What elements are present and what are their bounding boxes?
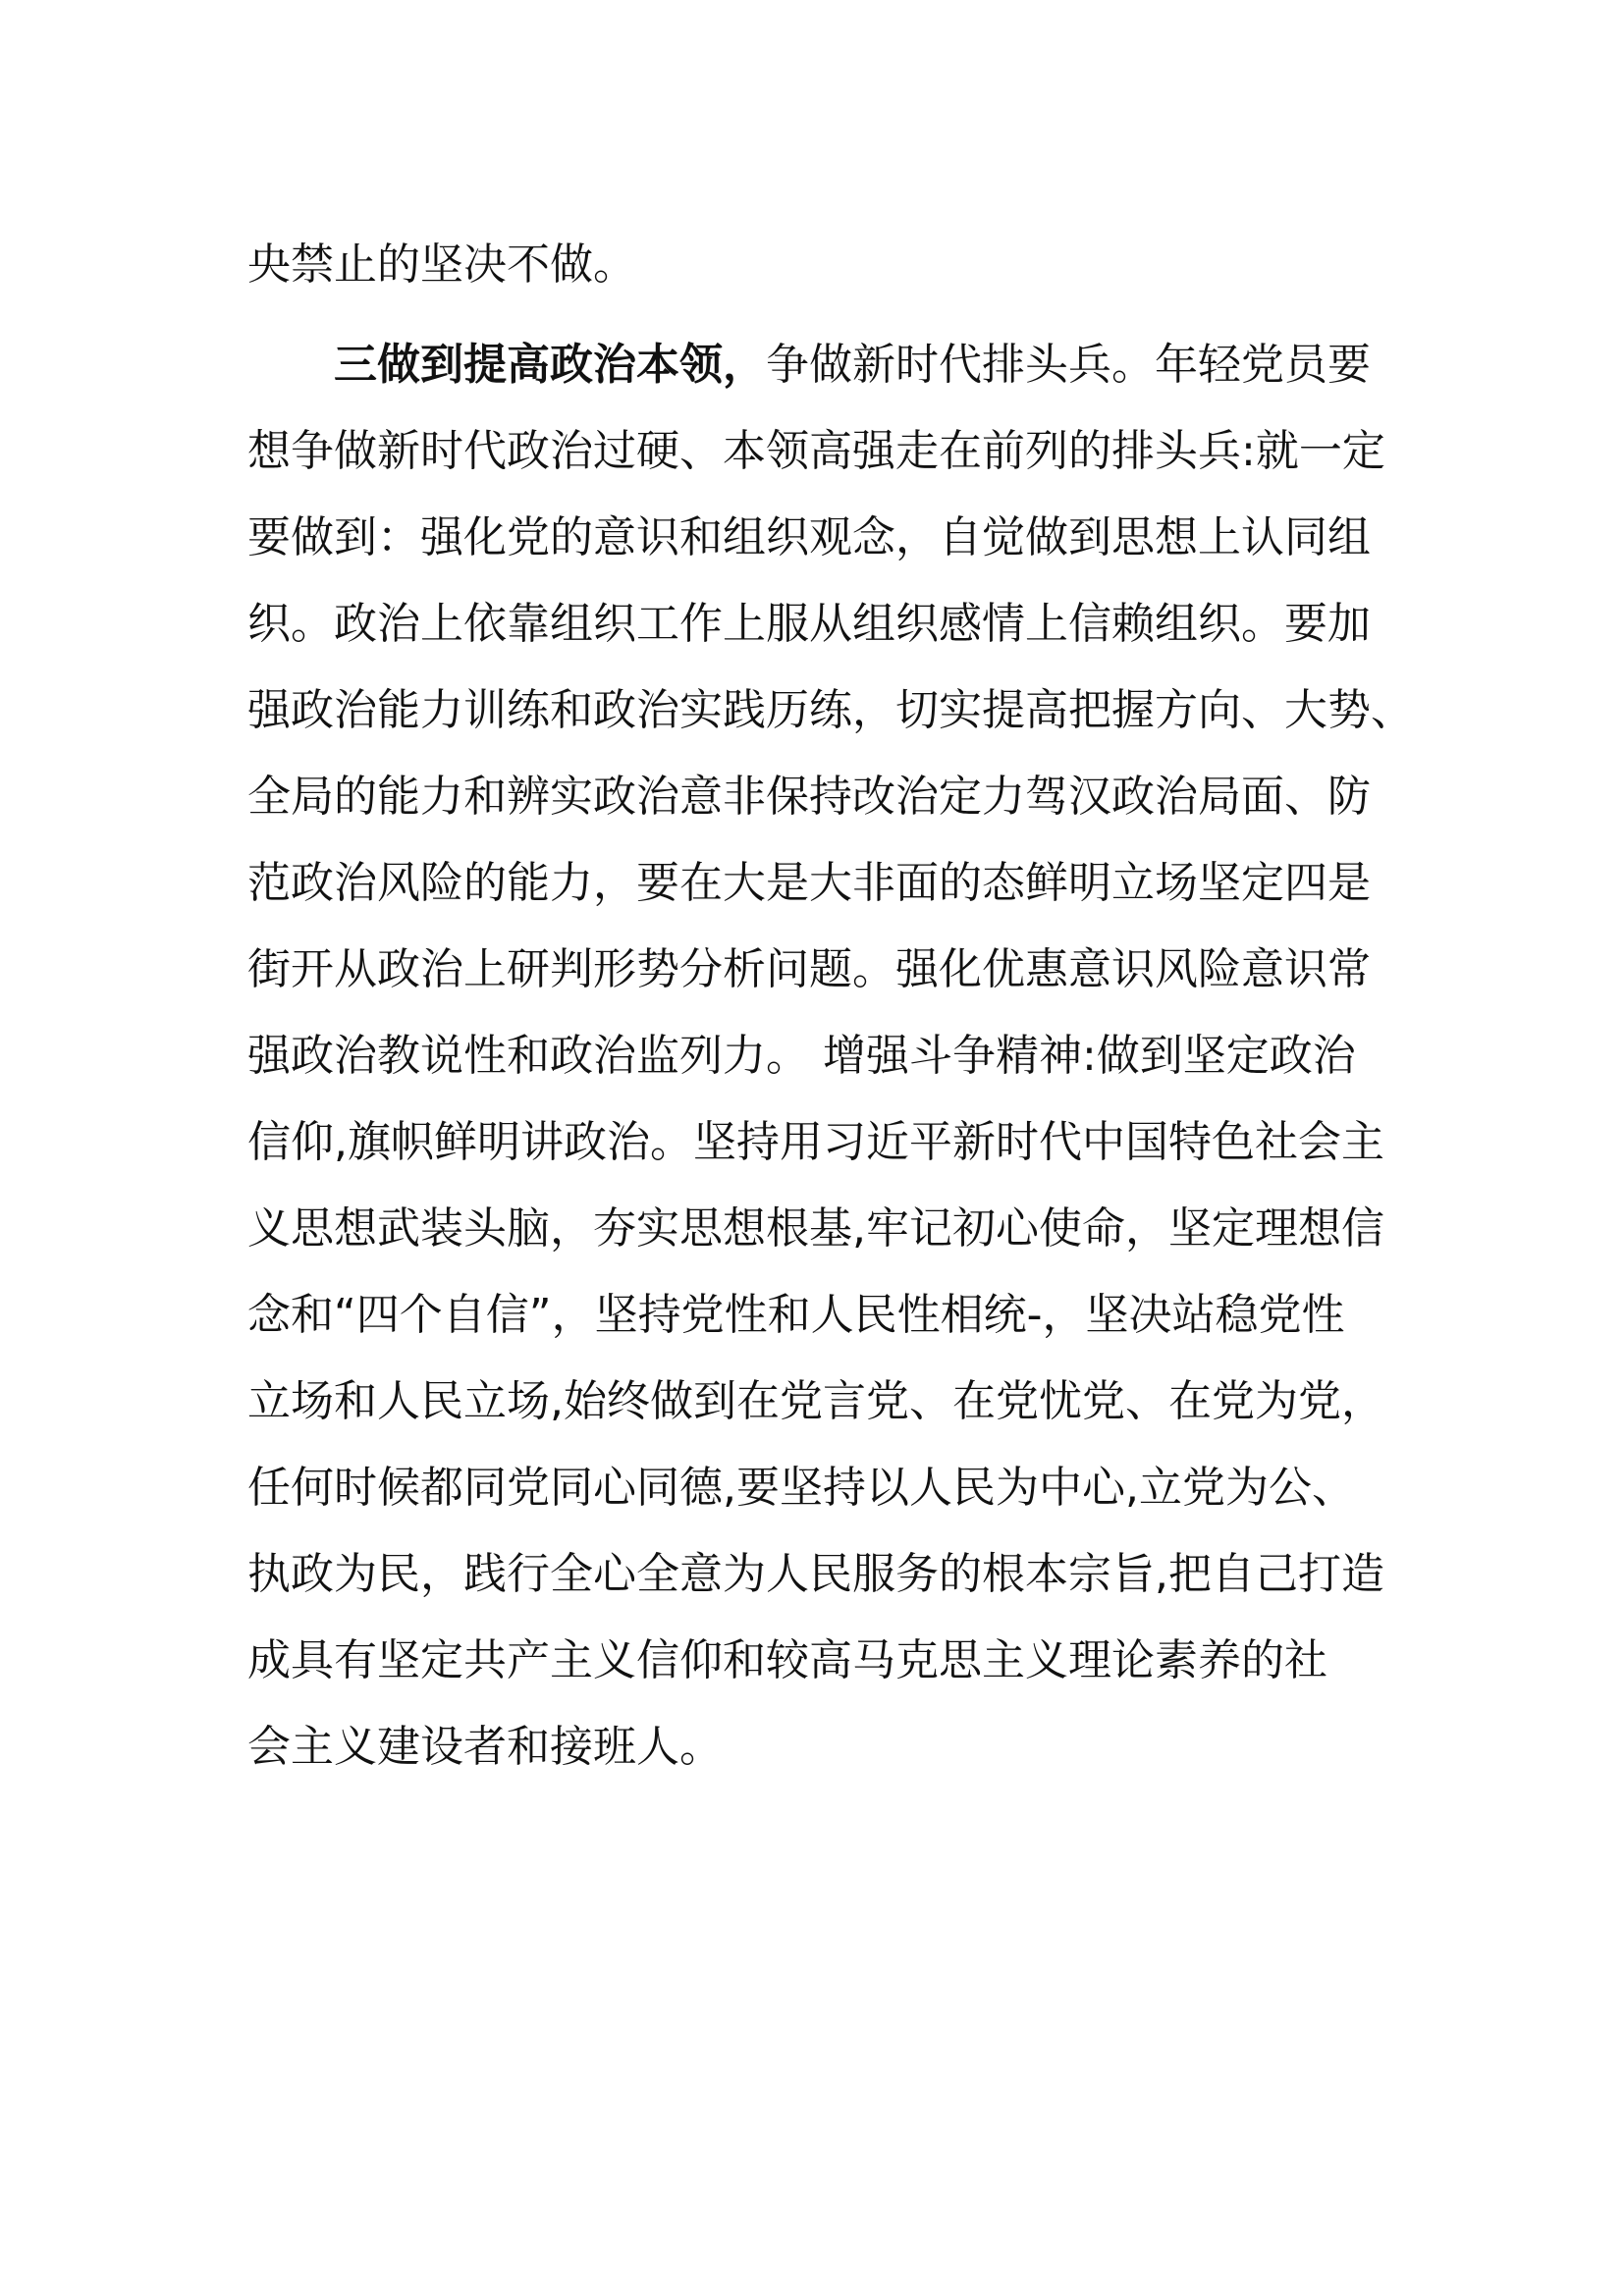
paragraph-line: 任何时候都同党同心同德,要坚持以人民为中心,立党为公、 (247, 1463, 1355, 1513)
paragraph-line: 信仰,旗帜鲜明讲政治。坚持用习近平新时代中国特色社会主 (247, 1117, 1384, 1167)
paragraph-first-line-text: 争做新时代排头兵。年轻党员要 (766, 340, 1371, 390)
paragraph-first-line (247, 322, 1386, 408)
paragraph-heading: 三做到提高政治本领， (334, 340, 766, 390)
paragraph-line: 想争做新时代政治过硬、本领高强走在前列的排头兵:就一定 (247, 426, 1385, 476)
paragraph-line: 强政治教说性和政治监列力。 增强斗争精神:做到坚定政治 (247, 1031, 1356, 1081)
paragraph-line: 成具有坚定共产主义信仰和较高马克思主义理论素养的社 (247, 1635, 1327, 1685)
paragraph-line: 织。政治上依靠组织工作上服从组织感情上信赖组织。要加 (247, 599, 1371, 649)
paragraph-line: 街开从政治上研判形势分析问题。强化优惠意识风险意识常 (247, 944, 1371, 994)
paragraph-line: 执政为民，践行全心全意为人民服务的根本宗旨,把自己打造 (247, 1549, 1384, 1599)
paragraph-line: 强政治能力训练和政治实践历练，切实提高把握方向、大势、 (247, 685, 1414, 735)
paragraph-line: 义思想武装头脑，夯实思想根基,牢记初心使命，坚定理想信 (247, 1203, 1384, 1254)
paragraph-line: 立场和人民立场,始终做到在党言党、在党忧党、在党为党， (247, 1376, 1384, 1426)
paragraph-line: 会主义建设者和接班人。 (247, 1722, 723, 1772)
paragraph-line: 范政治风险的能力，要在大是大非面的态鲜明立场坚定四是 (247, 858, 1371, 908)
paragraph-line: 念和“四个自信”，坚持党性和人民性相统-，坚决站稳党性 (247, 1290, 1345, 1340)
paragraph-line: 全局的能力和辨实政治意非保持改治定力驾汉政治局面、防 (247, 772, 1371, 822)
continuation-line: 央禁止的坚决不做。 (247, 240, 636, 290)
paragraph-line: 要做到：强化党的意识和组织观念，自觉做到思想上认同组 (247, 512, 1371, 562)
body-text (247, 222, 1414, 1790)
